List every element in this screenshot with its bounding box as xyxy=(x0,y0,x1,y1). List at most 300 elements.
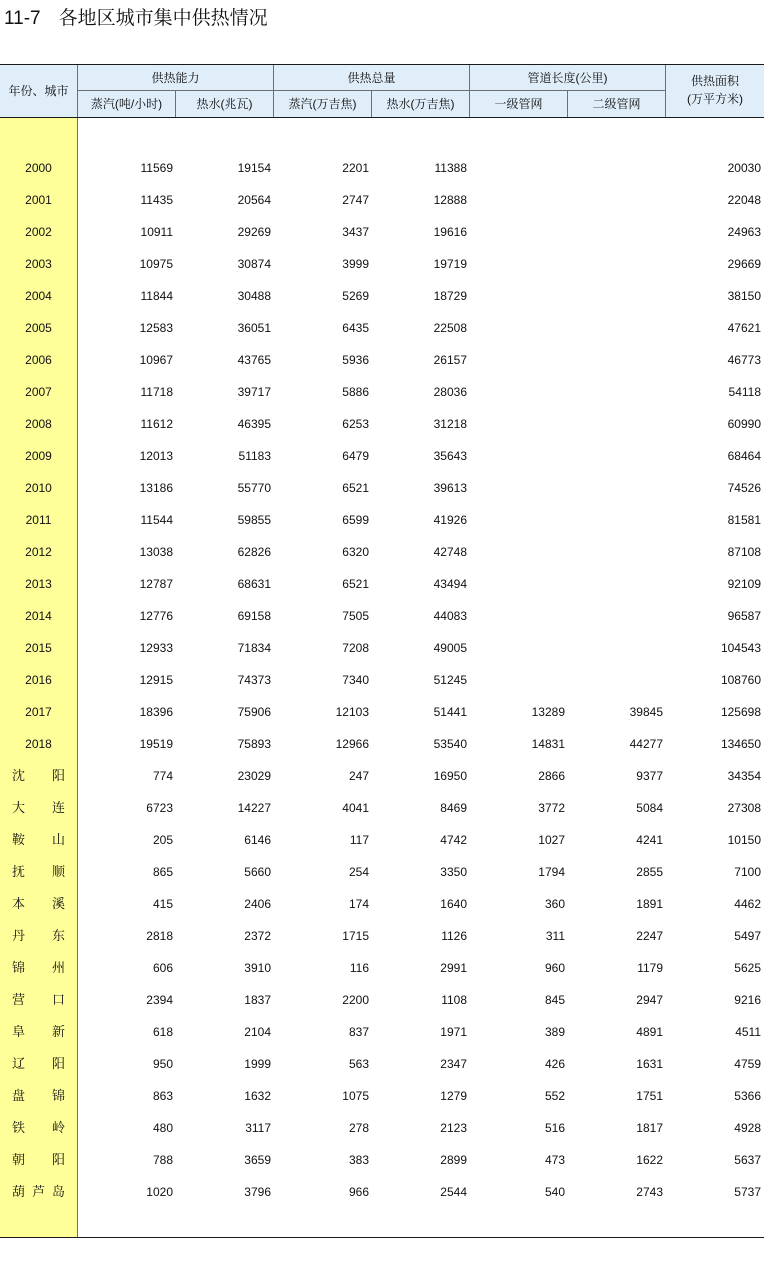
heating-area-value: 20030 xyxy=(727,161,761,175)
hotwater-capacity-value: 5660 xyxy=(244,865,271,879)
city-char: 丹 xyxy=(12,928,26,943)
primary-pipe-value: 389 xyxy=(544,1025,565,1039)
hotwater-total-value: 19616 xyxy=(433,225,467,239)
city-char: 州 xyxy=(51,960,65,975)
primary-pipe-value xyxy=(470,600,568,632)
table-row xyxy=(0,152,764,184)
city-char: 营 xyxy=(12,992,26,1007)
steam-total-value: 6320 xyxy=(342,545,369,559)
city-char: 锦 xyxy=(51,1088,65,1103)
table-row xyxy=(0,792,764,824)
steam-capacity-value: 2394 xyxy=(146,993,173,1007)
year-label: 2004 xyxy=(25,289,52,303)
city-char: 芦 xyxy=(31,1184,45,1199)
hotwater-capacity-value: 2372 xyxy=(244,929,271,943)
hotwater-total-value: 3350 xyxy=(440,865,467,879)
year-label: 2017 xyxy=(25,705,52,719)
hotwater-total-value: 44083 xyxy=(433,609,467,623)
secondary-pipe-value xyxy=(568,408,666,440)
heating-area-value: 34354 xyxy=(727,769,761,783)
steam-total-value: 6521 xyxy=(342,577,369,591)
steam-total-value: 6599 xyxy=(342,513,369,527)
steam-capacity-value: 12787 xyxy=(139,577,173,591)
year-label: 2013 xyxy=(25,577,52,591)
steam-total-value: 6253 xyxy=(342,417,369,431)
table-title: 各地区城市集中供热情况 xyxy=(58,8,268,29)
steam-total-value: 6435 xyxy=(342,321,369,335)
hotwater-capacity-value: 75906 xyxy=(237,705,271,719)
heating-area-value: 38150 xyxy=(727,289,761,303)
city-char: 顺 xyxy=(51,864,65,879)
heating-area-value: 81581 xyxy=(727,513,761,527)
city-label xyxy=(0,920,77,952)
pipe-header: 管道长度(公里) xyxy=(527,70,608,85)
steam-capacity-value: 11569 xyxy=(140,161,173,175)
hotwater-capacity-value: 23029 xyxy=(237,769,271,783)
primary-pipe-value xyxy=(470,664,568,696)
steam-capacity-value: 12013 xyxy=(139,449,173,463)
hotwater-total-value: 51441 xyxy=(433,705,467,719)
secondary-pipe-value xyxy=(568,632,666,664)
table-row xyxy=(0,1112,764,1144)
table-row xyxy=(0,1048,764,1080)
city-char: 沈 xyxy=(12,768,26,783)
primary-pipe-value: 540 xyxy=(544,1185,565,1199)
hotwater-capacity-value: 29269 xyxy=(237,225,271,239)
primary-pipe-value: 426 xyxy=(544,1057,565,1071)
hotwater-total-value: 31218 xyxy=(433,417,467,431)
primary-pipe-value xyxy=(470,312,568,344)
hotwater-capacity-value: 59855 xyxy=(237,513,271,527)
steam-total-value: 4041 xyxy=(342,801,369,815)
hotwater-capacity-value: 3910 xyxy=(244,961,271,975)
table-row xyxy=(0,824,764,856)
table-row xyxy=(0,344,764,376)
hotwater-total-value: 19719 xyxy=(433,257,467,271)
steam-capacity-value: 12933 xyxy=(139,641,173,655)
hotwater-capacity-value: 2406 xyxy=(244,897,271,911)
steam-total-value: 7208 xyxy=(342,641,369,655)
city-char: 阳 xyxy=(51,768,65,783)
area-unit: (万平方米) xyxy=(687,92,743,106)
primary-pipe-value: 2866 xyxy=(538,769,565,783)
year-label: 2012 xyxy=(25,545,52,559)
heating-area-value: 4511 xyxy=(735,1025,761,1039)
primary-pipe-value xyxy=(470,216,568,248)
year-label: 2006 xyxy=(25,353,52,367)
primary-pipe-value xyxy=(470,504,568,536)
hotwater-total-value: 2544 xyxy=(440,1185,467,1199)
hotwater-capacity-value: 2104 xyxy=(244,1025,271,1039)
hotwater-total-value: 41926 xyxy=(433,513,467,527)
steam-capacity-value: 774 xyxy=(152,769,173,783)
hotwater-capacity-value: 3117 xyxy=(245,1121,271,1135)
year-label: 2005 xyxy=(25,321,52,335)
secondary-pipe-value: 2855 xyxy=(636,865,663,879)
table-row xyxy=(0,888,764,920)
secondary-pipe-value xyxy=(568,600,666,632)
table-number: 11-7 xyxy=(4,8,41,29)
city-label xyxy=(0,1144,77,1176)
year-label: 2000 xyxy=(25,161,52,175)
city-label xyxy=(0,856,77,888)
table-row xyxy=(0,856,764,888)
area-header: 供热面积 xyxy=(690,74,739,88)
primary-pipe-value: 1027 xyxy=(538,833,565,847)
city-char: 阳 xyxy=(51,1152,65,1167)
city-char: 口 xyxy=(51,992,65,1007)
city-label xyxy=(0,888,77,920)
steam-capacity-value: 618 xyxy=(152,1025,173,1039)
steam-total-value: 247 xyxy=(348,769,369,783)
hotwater-capacity-value: 3659 xyxy=(244,1153,271,1167)
steam-total-value: 3999 xyxy=(342,257,369,271)
city-label xyxy=(0,824,77,856)
secondary-pipe-value xyxy=(568,280,666,312)
table-row xyxy=(0,504,764,536)
steam-total-value: 5269 xyxy=(342,289,369,303)
table-header xyxy=(0,64,764,118)
city-char: 阳 xyxy=(51,1056,65,1071)
steam-capacity-value: 415 xyxy=(152,897,173,911)
steam-capacity-value: 950 xyxy=(152,1057,173,1071)
table-row xyxy=(0,1144,764,1176)
hotwater-total-value: 49005 xyxy=(433,641,467,655)
hotwater-capacity-value: 30488 xyxy=(237,289,271,303)
city-label xyxy=(0,760,77,792)
hotwater-total-value: 42748 xyxy=(433,545,467,559)
table-row xyxy=(0,952,764,984)
hotwater-capacity-value: 3796 xyxy=(244,1185,271,1199)
primary-pipe-value xyxy=(470,632,568,664)
hotwater-total-value: 22508 xyxy=(433,321,467,335)
secondary-pipe-value xyxy=(568,312,666,344)
secondary-pipe-value xyxy=(568,568,666,600)
table-row xyxy=(0,600,764,632)
year-label: 2002 xyxy=(25,225,52,239)
hotwater-total-value: 1108 xyxy=(441,993,467,1007)
hotwater-capacity-value: 71834 xyxy=(237,641,271,655)
city-label xyxy=(0,1080,77,1112)
heating-area-value: 29669 xyxy=(727,257,761,271)
steam-total-value: 7340 xyxy=(342,673,369,687)
steam-capacity-value: 11435 xyxy=(140,193,173,207)
table-row xyxy=(0,696,764,728)
steam-total-value: 7505 xyxy=(342,609,369,623)
steam-total-value: 2200 xyxy=(342,993,369,1007)
secondary-pipe-value: 1751 xyxy=(636,1089,663,1103)
city-char: 阜 xyxy=(12,1024,26,1039)
heating-area-value: 4759 xyxy=(734,1057,761,1071)
heating-area-value: 5366 xyxy=(734,1089,761,1103)
steam-capacity-value: 205 xyxy=(152,833,173,847)
city-char: 朝 xyxy=(12,1152,26,1167)
secondary-pipe-value: 4241 xyxy=(636,833,663,847)
hotwater-capacity-value: 39717 xyxy=(237,385,271,399)
steam-capacity-value: 1020 xyxy=(146,1185,173,1199)
steam-total-value: 837 xyxy=(348,1025,369,1039)
heating-table xyxy=(0,64,764,1238)
heating-area-value: 96587 xyxy=(727,609,761,623)
steam-total-value: 1075 xyxy=(342,1089,369,1103)
hotwater-capacity-value: 46395 xyxy=(237,417,271,431)
city-char: 盘 xyxy=(12,1088,26,1103)
heating-area-value: 92109 xyxy=(727,577,761,591)
hotwater-total-value: 1126 xyxy=(441,929,467,943)
primary-pipe-value xyxy=(470,184,568,216)
primary-pipe-value xyxy=(470,472,568,504)
primary-pipe-value xyxy=(470,568,568,600)
year-label: 2007 xyxy=(25,385,52,399)
hotwater-capacity-value: 36051 xyxy=(237,321,271,335)
primary-pipe-value xyxy=(470,536,568,568)
table-row xyxy=(0,472,764,504)
secondary-pipe-value: 1631 xyxy=(636,1057,663,1071)
hotwater-total-value: 28036 xyxy=(433,385,467,399)
city-label xyxy=(0,984,77,1016)
steam-total-value: 12103 xyxy=(335,705,369,719)
secondary-pipe-value: 44277 xyxy=(629,737,663,751)
primary-pipe-value: 845 xyxy=(544,993,565,1007)
table-row xyxy=(0,280,764,312)
steam-capacity-value: 11844 xyxy=(140,289,173,303)
hotwater-total-header: 热水(万吉焦) xyxy=(386,97,455,111)
secondary-pipe-value: 2743 xyxy=(636,1185,663,1199)
hotwater-capacity-value: 1837 xyxy=(244,993,271,1007)
steam-capacity-value: 18396 xyxy=(139,705,173,719)
year-label: 2011 xyxy=(25,513,52,527)
heating-area-value: 10150 xyxy=(727,833,761,847)
year-label: 2016 xyxy=(25,673,52,687)
primary-pipe-value: 516 xyxy=(544,1121,565,1135)
hotwater-total-value: 39613 xyxy=(433,481,467,495)
city-char: 山 xyxy=(51,832,65,847)
capacity-header: 供热能力 xyxy=(151,70,200,85)
hotwater-total-value: 4742 xyxy=(440,833,467,847)
secondary-pipe-value xyxy=(568,248,666,280)
steam-total-value: 2201 xyxy=(342,161,369,175)
city-char: 岭 xyxy=(51,1120,65,1135)
secondary-pipe-value xyxy=(568,344,666,376)
table-row xyxy=(0,760,764,792)
table-row xyxy=(0,248,764,280)
city-char: 铁 xyxy=(12,1120,26,1135)
steam-capacity-value: 865 xyxy=(152,865,173,879)
primary-pipe-value: 552 xyxy=(544,1089,565,1103)
table-row xyxy=(0,1080,764,1112)
table-row xyxy=(0,408,764,440)
heating-area-value: 5737 xyxy=(734,1185,761,1199)
steam-capacity-value: 10975 xyxy=(139,257,173,271)
page-title xyxy=(4,6,268,32)
table-row xyxy=(0,984,764,1016)
primary-pipe-value: 13289 xyxy=(531,705,565,719)
year-label: 2014 xyxy=(25,609,52,623)
hotwater-total-value: 11388 xyxy=(434,161,467,175)
table-row xyxy=(0,1176,764,1208)
secondary-pipe-value: 1817 xyxy=(636,1121,663,1135)
table-row xyxy=(0,664,764,696)
hotwater-capacity-value: 1632 xyxy=(244,1089,271,1103)
steam-capacity-value: 480 xyxy=(152,1121,173,1135)
primary-pipe-value xyxy=(470,408,568,440)
steam-capacity-value: 11612 xyxy=(140,417,173,431)
secondary-pipe-value: 1622 xyxy=(636,1153,663,1167)
year-label: 2009 xyxy=(25,449,52,463)
city-char: 锦 xyxy=(12,960,26,975)
secondary-pipe-value: 1179 xyxy=(637,961,663,975)
secondary-pipe-value: 39845 xyxy=(629,705,663,719)
primary-pipe-value: 311 xyxy=(545,929,565,943)
table-row xyxy=(0,184,764,216)
hotwater-capacity-value: 51183 xyxy=(238,449,271,463)
secondary-pipe-value xyxy=(568,536,666,568)
city-char: 鞍 xyxy=(12,832,26,847)
hotwater-capacity-value: 6146 xyxy=(244,833,271,847)
city-char: 溪 xyxy=(51,896,65,911)
steam-capacity-value: 2818 xyxy=(146,929,173,943)
steam-total-value: 1715 xyxy=(342,929,369,943)
secondary-pipe-value: 5084 xyxy=(636,801,663,815)
hotwater-total-value: 2899 xyxy=(440,1153,467,1167)
table-row xyxy=(0,312,764,344)
heating-area-value: 9216 xyxy=(734,993,761,1007)
steam-capacity-value: 10911 xyxy=(140,225,173,239)
heating-area-value: 7100 xyxy=(734,865,761,879)
primary-pipe-value xyxy=(470,152,568,184)
year-label: 2008 xyxy=(25,417,52,431)
secondary-pipe-value xyxy=(568,472,666,504)
steam-capacity-value: 12915 xyxy=(139,673,173,687)
steam-total-value: 116 xyxy=(349,961,369,975)
primary-pipe-value: 960 xyxy=(544,961,565,975)
steam-capacity-header: 蒸汽(吨/小时) xyxy=(90,97,163,111)
secondary-pipe-value: 2947 xyxy=(636,993,663,1007)
steam-capacity-value: 19519 xyxy=(139,737,173,751)
stub-header: 年份、城市 xyxy=(0,65,77,117)
hotwater-total-value: 8469 xyxy=(440,801,467,815)
steam-total-value: 5936 xyxy=(342,353,369,367)
hotwater-capacity-value: 75893 xyxy=(237,737,271,751)
steam-capacity-value: 6723 xyxy=(146,801,173,815)
city-char: 本 xyxy=(12,896,26,911)
heating-area-value: 104543 xyxy=(720,641,761,655)
primary-pipe-value: 14831 xyxy=(531,737,565,751)
hotwater-total-value: 12888 xyxy=(433,193,467,207)
city-label xyxy=(0,1048,77,1080)
secondary-pipe-value: 2247 xyxy=(636,929,663,943)
heating-area-value: 5637 xyxy=(734,1153,761,1167)
primary-pipe-value: 3772 xyxy=(538,801,565,815)
city-label xyxy=(0,792,77,824)
steam-total-value: 966 xyxy=(348,1185,369,1199)
steam-total-value: 3437 xyxy=(342,225,369,239)
hotwater-total-value: 53540 xyxy=(433,737,467,751)
steam-total-value: 117 xyxy=(349,833,369,847)
steam-capacity-value: 13038 xyxy=(139,545,173,559)
table-row xyxy=(0,632,764,664)
city-char: 新 xyxy=(51,1024,65,1039)
secondary-pipe-value xyxy=(568,664,666,696)
hotwater-capacity-value: 30874 xyxy=(237,257,271,271)
steam-total-value: 174 xyxy=(348,897,369,911)
secondary-pipe-value xyxy=(568,184,666,216)
hotwater-total-value: 26157 xyxy=(433,353,467,367)
steam-capacity-value: 12583 xyxy=(139,321,173,335)
hotwater-capacity-header: 热水(兆瓦) xyxy=(196,97,253,111)
heating-area-value: 54118 xyxy=(728,385,761,399)
heating-area-value: 87108 xyxy=(727,545,761,559)
heating-area-value: 108760 xyxy=(720,673,761,687)
hotwater-capacity-value: 62826 xyxy=(237,545,271,559)
city-char: 东 xyxy=(51,928,65,943)
secondary-pipe-value: 9377 xyxy=(636,769,663,783)
heating-area-value: 125698 xyxy=(720,705,761,719)
steam-total-value: 254 xyxy=(348,865,369,879)
secondary-pipe-value: 4891 xyxy=(636,1025,663,1039)
table-body xyxy=(0,118,764,1238)
city-char: 大 xyxy=(12,800,26,815)
city-char: 岛 xyxy=(51,1184,65,1199)
heating-area-value: 5497 xyxy=(734,929,761,943)
steam-capacity-value: 13186 xyxy=(139,481,173,495)
heating-area-value: 4462 xyxy=(734,897,761,911)
primary-pipe-value: 473 xyxy=(544,1153,565,1167)
city-label xyxy=(0,1112,77,1144)
primary-pipe-header: 一级管网 xyxy=(494,97,543,111)
steam-total-value: 6521 xyxy=(342,481,369,495)
hotwater-total-value: 1971 xyxy=(440,1025,467,1039)
city-label xyxy=(0,1176,77,1208)
steam-total-value: 6479 xyxy=(342,449,369,463)
heating-area-value: 68464 xyxy=(727,449,761,463)
heating-area-value: 46773 xyxy=(727,353,761,367)
steam-capacity-value: 788 xyxy=(152,1153,173,1167)
heating-area-value: 60990 xyxy=(727,417,761,431)
table-row xyxy=(0,568,764,600)
hotwater-total-value: 2123 xyxy=(440,1121,467,1135)
hotwater-capacity-value: 19154 xyxy=(237,161,271,175)
hotwater-total-value: 51245 xyxy=(433,673,467,687)
steam-capacity-value: 11718 xyxy=(140,385,173,399)
heating-area-value: 5625 xyxy=(734,961,761,975)
total-header: 供热总量 xyxy=(347,70,396,85)
hotwater-capacity-value: 68631 xyxy=(237,577,271,591)
hotwater-total-value: 2991 xyxy=(440,961,467,975)
steam-capacity-value: 863 xyxy=(152,1089,173,1103)
hotwater-capacity-value: 74373 xyxy=(237,673,271,687)
hotwater-total-value: 1279 xyxy=(440,1089,467,1103)
steam-capacity-value: 12776 xyxy=(139,609,173,623)
steam-capacity-value: 606 xyxy=(152,961,173,975)
steam-total-value: 2747 xyxy=(342,193,369,207)
year-label: 2015 xyxy=(25,641,52,655)
steam-total-value: 5886 xyxy=(342,385,369,399)
city-char: 连 xyxy=(51,800,65,815)
primary-pipe-value: 360 xyxy=(544,897,565,911)
city-label xyxy=(0,1016,77,1048)
year-label: 2003 xyxy=(25,257,52,271)
hotwater-capacity-value: 20564 xyxy=(237,193,271,207)
hotwater-total-value: 18729 xyxy=(433,289,467,303)
city-char: 葫 xyxy=(12,1184,26,1199)
primary-pipe-value xyxy=(470,280,568,312)
primary-pipe-value xyxy=(470,344,568,376)
city-char: 抚 xyxy=(12,864,26,879)
heating-area-value: 4928 xyxy=(734,1121,761,1135)
city-label xyxy=(0,952,77,984)
hotwater-capacity-value: 1999 xyxy=(244,1057,271,1071)
